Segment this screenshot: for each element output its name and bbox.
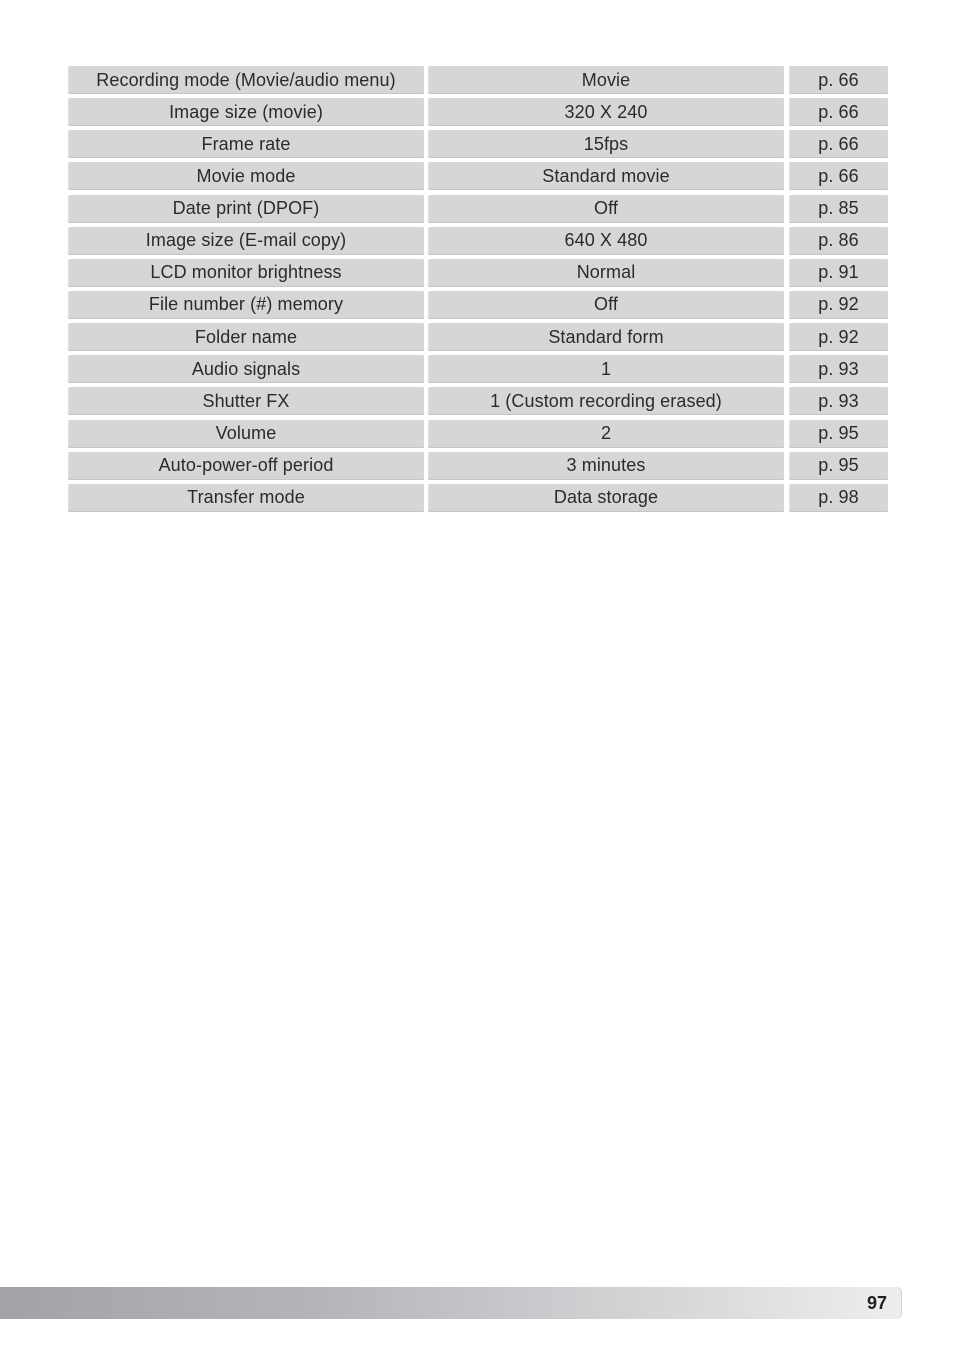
table-row xyxy=(68,355,888,383)
setting-value: Standard movie xyxy=(428,162,784,190)
settings-table xyxy=(68,66,888,516)
setting-name: Frame rate xyxy=(68,130,424,158)
table-row xyxy=(68,195,888,223)
table-row xyxy=(68,420,888,448)
setting-value: Normal xyxy=(428,259,784,287)
footer-bar xyxy=(0,1287,902,1319)
page-number: 97 xyxy=(866,1293,887,1313)
setting-name: Folder name xyxy=(68,323,424,351)
page-reference: p. 66 xyxy=(789,66,888,94)
table-row xyxy=(68,452,888,480)
table-row xyxy=(68,259,888,287)
page-reference: p. 95 xyxy=(789,452,888,480)
setting-name: Transfer mode xyxy=(68,484,424,512)
setting-name: Audio signals xyxy=(68,355,424,383)
page-reference: p. 66 xyxy=(789,162,888,190)
setting-value: Movie xyxy=(428,66,784,94)
page-reference: p. 66 xyxy=(789,130,888,158)
setting-value: 15fps xyxy=(428,130,784,158)
table-row xyxy=(68,484,888,512)
setting-value: Data storage xyxy=(428,484,784,512)
setting-name: Recording mode (Movie/audio menu) xyxy=(68,66,424,94)
setting-value: 320 X 240 xyxy=(428,98,784,126)
setting-name: Volume xyxy=(68,420,424,448)
setting-name: Shutter FX xyxy=(68,387,424,415)
page-reference: p. 93 xyxy=(789,387,888,415)
table-row xyxy=(68,66,888,94)
table-row xyxy=(68,162,888,190)
setting-name: File number (#) memory xyxy=(68,291,424,319)
page-reference: p. 91 xyxy=(789,259,888,287)
page-reference: p. 95 xyxy=(789,420,888,448)
setting-value: 3 minutes xyxy=(428,452,784,480)
setting-value: 2 xyxy=(428,420,784,448)
page-reference: p. 86 xyxy=(789,227,888,255)
setting-value: Off xyxy=(428,291,784,319)
table-row xyxy=(68,227,888,255)
setting-name: Image size (movie) xyxy=(68,98,424,126)
setting-value: 1 (Custom recording erased) xyxy=(428,387,784,415)
page-reference: p. 92 xyxy=(789,291,888,319)
page-reference: p. 66 xyxy=(789,98,888,126)
page-reference: p. 85 xyxy=(789,195,888,223)
table-row xyxy=(68,98,888,126)
table-row xyxy=(68,323,888,351)
setting-value: Off xyxy=(428,195,784,223)
setting-value: 1 xyxy=(428,355,784,383)
setting-name: LCD monitor brightness xyxy=(68,259,424,287)
page-reference: p. 93 xyxy=(789,355,888,383)
setting-name: Image size (E-mail copy) xyxy=(68,227,424,255)
page-reference: p. 98 xyxy=(789,484,888,512)
setting-name: Auto-power-off period xyxy=(68,452,424,480)
setting-value: 640 X 480 xyxy=(428,227,784,255)
page-reference: p. 92 xyxy=(789,323,888,351)
setting-name: Movie mode xyxy=(68,162,424,190)
setting-name: Date print (DPOF) xyxy=(68,195,424,223)
table-row xyxy=(68,130,888,158)
setting-value: Standard form xyxy=(428,323,784,351)
table-row xyxy=(68,387,888,415)
table-row xyxy=(68,291,888,319)
